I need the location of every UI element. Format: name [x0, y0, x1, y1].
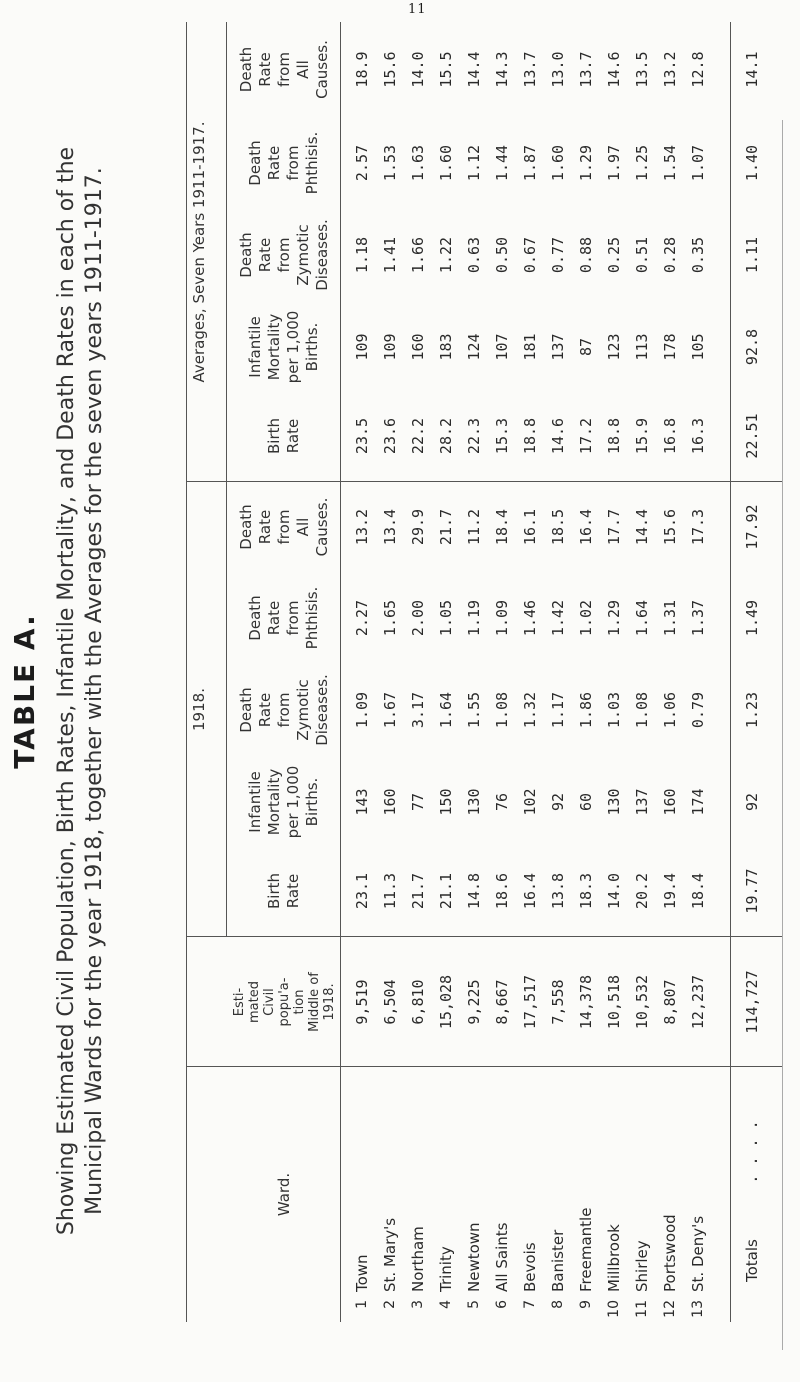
population: 9,225	[465, 979, 483, 1025]
table-row	[492, 0, 512, 1382]
zymotic-avg: 0.50	[493, 236, 511, 274]
birth-rate-avg: 28.2	[437, 417, 455, 455]
infantile-1918: 137	[633, 788, 651, 816]
all-causes-avg-header: Death Rate from All Causes.	[236, 40, 331, 99]
birth-rate-1918: 19.4	[661, 872, 679, 910]
all-causes-avg: 15.5	[437, 51, 455, 88]
phthisis-avg: 1.87	[521, 144, 539, 182]
totals-birth-1918: 19.77	[743, 868, 761, 914]
all-causes-1918: 17.3	[689, 508, 707, 546]
totals-phthisis-1918: 1.49	[743, 599, 761, 637]
birth-rate-avg: 23.5	[353, 417, 371, 455]
birth-rate-1918: 11.3	[381, 872, 399, 910]
infantile-avg: 123	[605, 333, 623, 361]
zymotic-avg: 0.51	[633, 236, 651, 274]
population: 6,504	[381, 979, 399, 1025]
phthisis-1918: 1.09	[493, 599, 511, 637]
birth-rate-1918: 21.1	[437, 872, 455, 910]
birth-rate-1918: 23.1	[353, 872, 371, 910]
header-bottom-rule	[340, 22, 341, 1322]
zymotic-avg: 0.63	[465, 236, 483, 274]
all-causes-avg: 13.7	[577, 51, 595, 88]
all-causes-avg: 14.0	[409, 51, 427, 88]
group-header-rule	[226, 22, 227, 937]
totals-phthisis-avg: 1.40	[743, 144, 761, 182]
birth-rate-avg: 17.2	[577, 417, 595, 455]
phthisis-avg: 1.07	[689, 144, 707, 182]
phthisis-avg: 2.57	[353, 144, 371, 182]
infantile-avg: 107	[493, 333, 511, 361]
birth-rate-avg: 15.3	[493, 417, 511, 455]
phthisis-avg: 1.63	[409, 144, 427, 182]
all-causes-1918: 16.4	[577, 508, 595, 546]
all-causes-1918: 17.7	[605, 508, 623, 546]
table-row	[688, 0, 708, 1382]
ward-number: 8	[550, 1300, 566, 1309]
birth-rate-1918: 14.8	[465, 872, 483, 910]
phthisis-1918: 1.02	[577, 599, 595, 637]
population: 10,518	[605, 974, 623, 1030]
infantile-avg: 178	[661, 333, 679, 361]
ward-name: Trinity	[437, 1246, 455, 1292]
ward-name: Town	[353, 1254, 371, 1292]
phthisis-1918: 1.05	[437, 599, 455, 637]
infantile-avg: 113	[633, 333, 651, 361]
all-causes-avg: 14.4	[465, 51, 483, 88]
ward-name: St. Mary's	[381, 1217, 399, 1292]
ward-name: Newtown	[465, 1222, 483, 1292]
page-number: 11	[408, 2, 427, 17]
infantile-1918: 92	[549, 792, 567, 812]
group-averages: Averages, Seven Years 1911-1917.	[190, 121, 208, 383]
birth-rate-avg: 22.2	[409, 417, 427, 455]
ward-number: 9	[578, 1300, 594, 1309]
all-causes-avg: 14.3	[493, 51, 511, 88]
ward-number: 5	[466, 1300, 482, 1309]
zymotic-avg: 0.28	[661, 236, 679, 274]
totals-infantile-avg: 92.8	[743, 328, 761, 366]
zymotic-avg: 0.35	[689, 236, 707, 274]
table-title-line-1: Showing Estimated Civil Population, Birth Rates, Infantile Mortality, and Death Rates in each of the	[54, 146, 79, 1236]
table-row	[604, 0, 624, 1382]
birth-rate-1918: 18.4	[689, 872, 707, 910]
all-causes-1918: 13.2	[353, 508, 371, 546]
phthisis-avg-header: Death Rate from Phthisis.	[246, 131, 321, 195]
zymotic-1918: 1.17	[549, 691, 567, 729]
table-title-line-2: Municipal Wards for the year 1918, together with the Averages for the seven years 1911-1917.	[82, 167, 107, 1215]
all-causes-avg: 13.5	[633, 51, 651, 88]
all-causes-1918: 18.4	[493, 508, 511, 546]
all-causes-1918: 14.4	[633, 508, 651, 546]
table-row	[632, 0, 652, 1382]
zymotic-1918: 0.79	[689, 691, 707, 729]
birth-rate-avg: 16.3	[689, 417, 707, 455]
table-row	[380, 0, 400, 1382]
table-label: TABLE A.	[8, 613, 41, 769]
totals-zymotic-avg: 1.11	[743, 236, 761, 274]
all-causes-1918: 29.9	[409, 508, 427, 546]
ward-header: Ward.	[274, 1172, 293, 1217]
population: 15,028	[437, 974, 455, 1030]
phthisis-avg: 1.60	[437, 144, 455, 182]
birth-rate-1918: 21.7	[409, 872, 427, 910]
phthisis-avg: 1.12	[465, 144, 483, 182]
zymotic-avg: 0.88	[577, 236, 595, 274]
population: 14,378	[577, 974, 595, 1030]
ward-number: 11	[634, 1300, 650, 1318]
totals-zymotic-1918: 1.23	[743, 691, 761, 729]
ward-number: 13	[690, 1300, 706, 1318]
all-causes-1918: 11.2	[465, 508, 483, 546]
all-causes-avg: 14.6	[605, 51, 623, 88]
birth-rate-1918-header: Birth Rate	[265, 873, 302, 910]
population: 12,237	[689, 974, 707, 1030]
phthisis-1918: 1.64	[633, 599, 651, 637]
population: 17,517	[521, 974, 539, 1030]
table-row	[548, 0, 568, 1382]
totals-label: Totals	[743, 1239, 761, 1282]
infantile-avg: 160	[409, 333, 427, 361]
phthisis-1918: 1.19	[465, 599, 483, 637]
population: 7,558	[549, 979, 567, 1025]
phthisis-1918-header: Death Rate from Phthisis.	[246, 586, 321, 650]
all-causes-avg: 13.0	[549, 51, 567, 88]
ward-name: Northam	[409, 1226, 427, 1292]
phthisis-avg: 1.29	[577, 144, 595, 182]
ward-number: 4	[438, 1300, 454, 1309]
table-row	[352, 0, 372, 1382]
phthisis-1918: 1.31	[661, 599, 679, 637]
table-row	[408, 0, 428, 1382]
zymotic-1918: 1.86	[577, 691, 595, 729]
zymotic-1918: 1.08	[633, 691, 651, 729]
zymotic-1918: 1.32	[521, 691, 539, 729]
zymotic-1918: 3.17	[409, 691, 427, 729]
birth-rate-1918: 16.4	[521, 872, 539, 910]
zymotic-avg: 1.18	[353, 236, 371, 274]
totals-population: 114,727	[743, 970, 761, 1034]
infantile-1918: 130	[465, 788, 483, 816]
phthisis-1918: 1.42	[549, 599, 567, 637]
ward-number: 2	[382, 1300, 398, 1309]
zymotic-1918-header: Death Rate from Zymotic Diseases.	[236, 674, 331, 746]
birth-rate-1918: 13.8	[549, 872, 567, 910]
zymotic-avg: 1.22	[437, 236, 455, 274]
birth-rate-avg: 18.8	[605, 417, 623, 455]
group-1918: 1918.	[190, 688, 208, 731]
ward-name: Banister	[549, 1229, 567, 1292]
infantile-1918: 102	[521, 788, 539, 816]
birth-rate-avg-header: Birth Rate	[265, 418, 302, 455]
phthisis-avg: 1.97	[605, 144, 623, 182]
birth-rate-avg: 14.6	[549, 417, 567, 455]
phthisis-1918: 1.46	[521, 599, 539, 637]
totals-all-avg: 14.1	[743, 51, 761, 88]
phthisis-avg: 1.54	[661, 144, 679, 182]
table-row	[520, 0, 540, 1382]
ward-name: Freemantle	[577, 1207, 595, 1292]
zymotic-avg: 0.25	[605, 236, 623, 274]
table-row	[660, 0, 680, 1382]
ward-name: All Saints	[493, 1222, 511, 1292]
ward-name: Shirley	[633, 1240, 651, 1292]
infantile-1918: 76	[493, 792, 511, 812]
phthisis-avg: 1.25	[633, 144, 651, 182]
infantile-avg: 181	[521, 333, 539, 361]
ward-name: Millbrook	[605, 1224, 623, 1292]
infantile-1918: 60	[577, 792, 595, 812]
zymotic-1918: 1.67	[381, 691, 399, 729]
all-causes-avg: 12.8	[689, 51, 707, 88]
infantile-1918: 160	[661, 788, 679, 816]
zymotic-avg: 0.77	[549, 236, 567, 274]
all-causes-avg: 13.2	[661, 51, 679, 88]
population: 9,519	[353, 979, 371, 1025]
infantile-1918: 150	[437, 788, 455, 816]
ward-number: 3	[410, 1300, 426, 1309]
infantile-avg: 109	[381, 333, 399, 361]
zymotic-1918: 1.03	[605, 691, 623, 729]
infantile-avg: 137	[549, 333, 567, 361]
ward-number: 12	[662, 1300, 678, 1318]
birth-rate-1918: 18.3	[577, 872, 595, 910]
all-causes-avg: 13.7	[521, 51, 539, 88]
population: 8,807	[661, 979, 679, 1025]
totals-dots: . . . .	[743, 1120, 761, 1184]
population: 6,810	[409, 979, 427, 1025]
phthisis-1918: 2.00	[409, 599, 427, 637]
birth-rate-1918: 18.6	[493, 872, 511, 910]
table-top-rule	[186, 22, 187, 1322]
zymotic-1918: 1.55	[465, 691, 483, 729]
zymotic-avg: 1.66	[409, 236, 427, 274]
phthisis-1918: 1.65	[381, 599, 399, 637]
totals-infantile-1918: 92	[743, 792, 761, 812]
phthisis-avg: 1.53	[381, 144, 399, 182]
infantile-1918: 160	[381, 788, 399, 816]
table-row	[576, 0, 596, 1382]
infantile-avg: 183	[437, 333, 455, 361]
birth-rate-avg: 16.8	[661, 417, 679, 455]
all-causes-1918: 21.7	[437, 508, 455, 546]
infantile-1918-header: Infantile Mortality per 1,000 Births.	[246, 765, 321, 839]
infantile-1918: 174	[689, 788, 707, 816]
infantile-avg: 105	[689, 333, 707, 361]
totals-birth-avg: 22.51	[743, 413, 761, 459]
population: 10,532	[633, 974, 651, 1030]
phthisis-1918: 1.37	[689, 599, 707, 637]
table-row	[436, 0, 456, 1382]
phthisis-1918: 1.29	[605, 599, 623, 637]
birth-rate-1918: 20.2	[633, 872, 651, 910]
infantile-avg: 109	[353, 333, 371, 361]
all-causes-1918: 15.6	[661, 508, 679, 546]
infantile-1918: 130	[605, 788, 623, 816]
infantile-avg: 87	[577, 337, 595, 357]
zymotic-1918: 1.06	[661, 691, 679, 729]
all-causes-avg: 18.9	[353, 51, 371, 88]
totals-rule	[730, 22, 731, 1322]
birth-rate-1918: 14.0	[605, 872, 623, 910]
infantile-avg: 124	[465, 333, 483, 361]
birth-rate-avg: 22.3	[465, 417, 483, 455]
all-causes-avg: 15.6	[381, 51, 399, 88]
totals-row	[742, 0, 762, 1382]
birth-rate-avg: 18.8	[521, 417, 539, 455]
phthisis-1918: 2.27	[353, 599, 371, 637]
table-row	[464, 0, 484, 1382]
ward-number: 7	[522, 1300, 538, 1309]
zymotic-1918: 1.08	[493, 691, 511, 729]
totals-all-1918: 17.92	[743, 504, 761, 550]
birth-rate-avg: 23.6	[381, 417, 399, 455]
zymotic-avg-header: Death Rate from Zymotic Diseases.	[236, 219, 331, 291]
population-header: Esti- mated Civil popu'a- tion Middle of 1918.	[231, 972, 337, 1032]
infantile-1918: 143	[353, 788, 371, 816]
population: 8,667	[493, 979, 511, 1025]
infantile-1918: 77	[409, 792, 427, 812]
all-causes-1918: 13.4	[381, 508, 399, 546]
zymotic-avg: 1.41	[381, 236, 399, 274]
all-causes-1918: 18.5	[549, 508, 567, 546]
all-causes-1918: 16.1	[521, 508, 539, 546]
ward-number: 6	[494, 1300, 510, 1309]
all-causes-1918-header: Death Rate from All Causes.	[236, 497, 331, 557]
ward-name: Bevois	[521, 1242, 539, 1292]
ward-name: Portswood	[661, 1214, 679, 1292]
ward-number: 1	[354, 1300, 370, 1309]
infantile-avg-header: Infantile Mortality per 1,000 Births.	[246, 310, 321, 384]
ward-name: St. Deny's	[689, 1215, 707, 1292]
birth-rate-avg: 15.9	[633, 417, 651, 455]
phthisis-avg: 1.44	[493, 144, 511, 182]
ward-number: 10	[606, 1300, 622, 1318]
phthisis-avg: 1.60	[549, 144, 567, 182]
zymotic-avg: 0.67	[521, 236, 539, 274]
zymotic-1918: 1.64	[437, 691, 455, 729]
zymotic-1918: 1.09	[353, 691, 371, 729]
